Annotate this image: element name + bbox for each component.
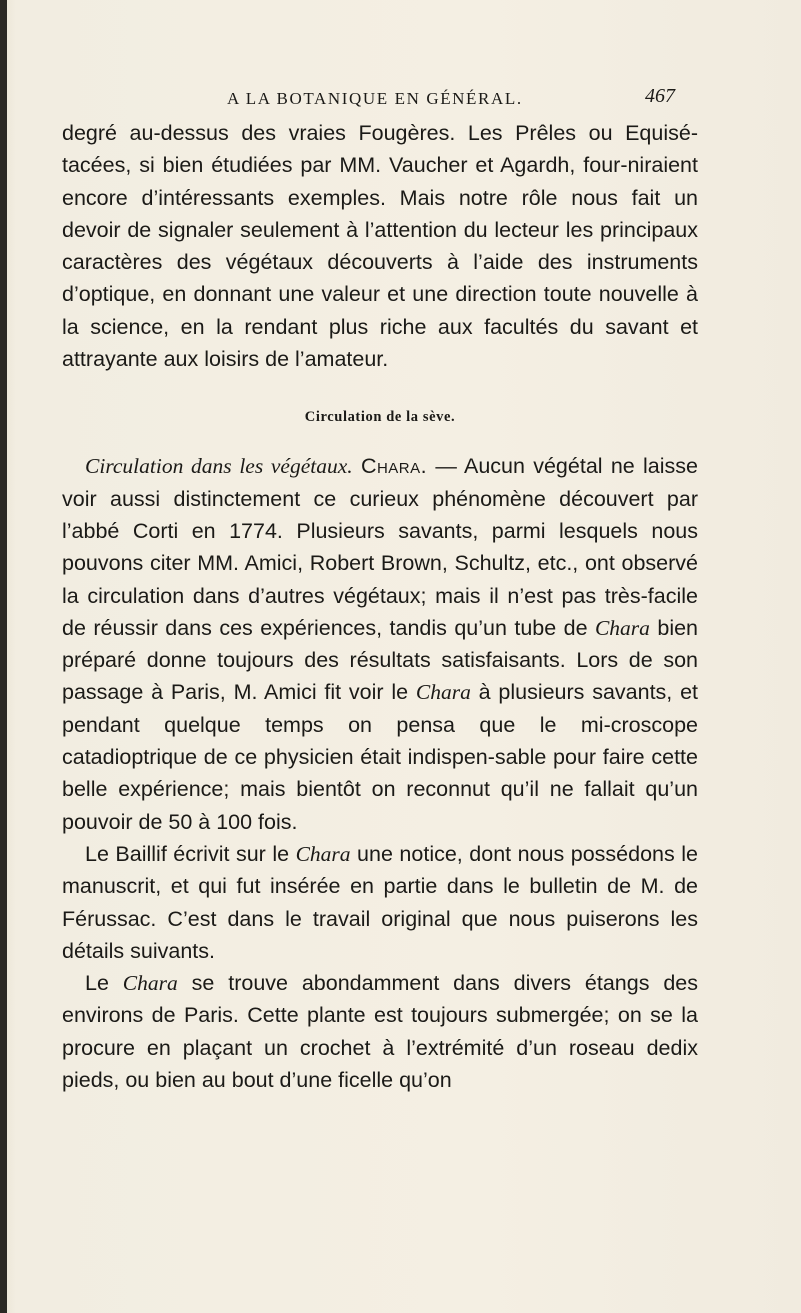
section-heading: Circulation de la sève. bbox=[304, 409, 456, 426]
text-block bbox=[62, 117, 698, 1096]
paragraph-2-text-b: bien préparé donne toujours des résultats satisfaisants. Lors de son passage à Paris, M. Amici fit voir le bbox=[62, 615, 699, 705]
paragraph-1: degré au-dessus des vraies Fougères. Les Prêles ou Equisé-tacées, si bien étudiées par MM. Vaucher et Agardh, four-niraient encore d’intéressants exemples. Mais notre rôle nous fait un devoir de signaler seulement à l’attention du lecteur les principaux caractères des végétaux découverts à l’aide des instruments d’optique, en donnant une valeur et une direction toute nouvelle à la science, en la rendant plus riche aux facultés du savant et attrayante aux loisirs de l’amateur. bbox=[62, 121, 698, 372]
paragraph-3 bbox=[62, 838, 698, 967]
running-head bbox=[0, 81, 801, 117]
paragraph-2-text-a: — Aucun végétal ne laisse voir aussi distinctement ce curieux phénomène découvert par l’abbé Corti en 1774. Plusieurs savants, parmi lesquels nous pouvons citer MM. Amici, Robert Brown, Schultz, etc., ont observé la circulation dans d’autres végétaux; mais il n’est pas très-facile de réussir dans ces expériences, tandis qu’un tube de bbox=[62, 454, 698, 640]
paragraph-2-italic-1: Chara bbox=[594, 615, 650, 640]
paragraph-3-italic-1: Chara bbox=[295, 841, 351, 866]
paragraph-4-italic-1: Chara bbox=[122, 971, 178, 996]
paragraph-4-text-b: se trouve abondamment dans divers étangs des environs de Paris. Cette plante est toujours submergée; on se la procure en plaçant un crochet à l’extrémité d’un roseau dedix pieds, ou bien au bout d’une ficelle qu’on bbox=[62, 971, 698, 1093]
running-title: A LA BOTANIQUE EN GÉNÉRAL. bbox=[227, 89, 523, 108]
paragraph-2-italic-2: Chara bbox=[415, 680, 471, 705]
paragraph-2-text-c: à plusieurs savants, et pendant quelque temps on pensa que le mi-croscope catadioptrique de ce physicien était indispen-sable pour faire cette belle expérience; mais bientôt on reconnut qu’il ne fallait qu’un pouvoir de 50 à 100 fois. bbox=[62, 680, 698, 834]
paragraph-2-lead-italic: Circulation dans les végétaux. bbox=[85, 454, 353, 479]
paragraph-3-text-b: une notice, dont nous possédons le manuscrit, et qui fut insérée en partie dans le bulletin de M. de Férussac. C’est dans le travail original que nous puiserons les détails suivants. bbox=[62, 841, 698, 963]
paragraph-4 bbox=[62, 967, 698, 1096]
paragraph-2-lead-smallcaps: Chara. bbox=[360, 454, 428, 479]
binding-edge bbox=[0, 0, 7, 1313]
paragraph-3-text-a: Le Baillif écrivit sur le bbox=[85, 841, 296, 866]
paragraph-2 bbox=[62, 450, 698, 838]
page-number: 467 bbox=[645, 85, 675, 107]
paragraph-4-text-a: Le bbox=[85, 971, 123, 996]
